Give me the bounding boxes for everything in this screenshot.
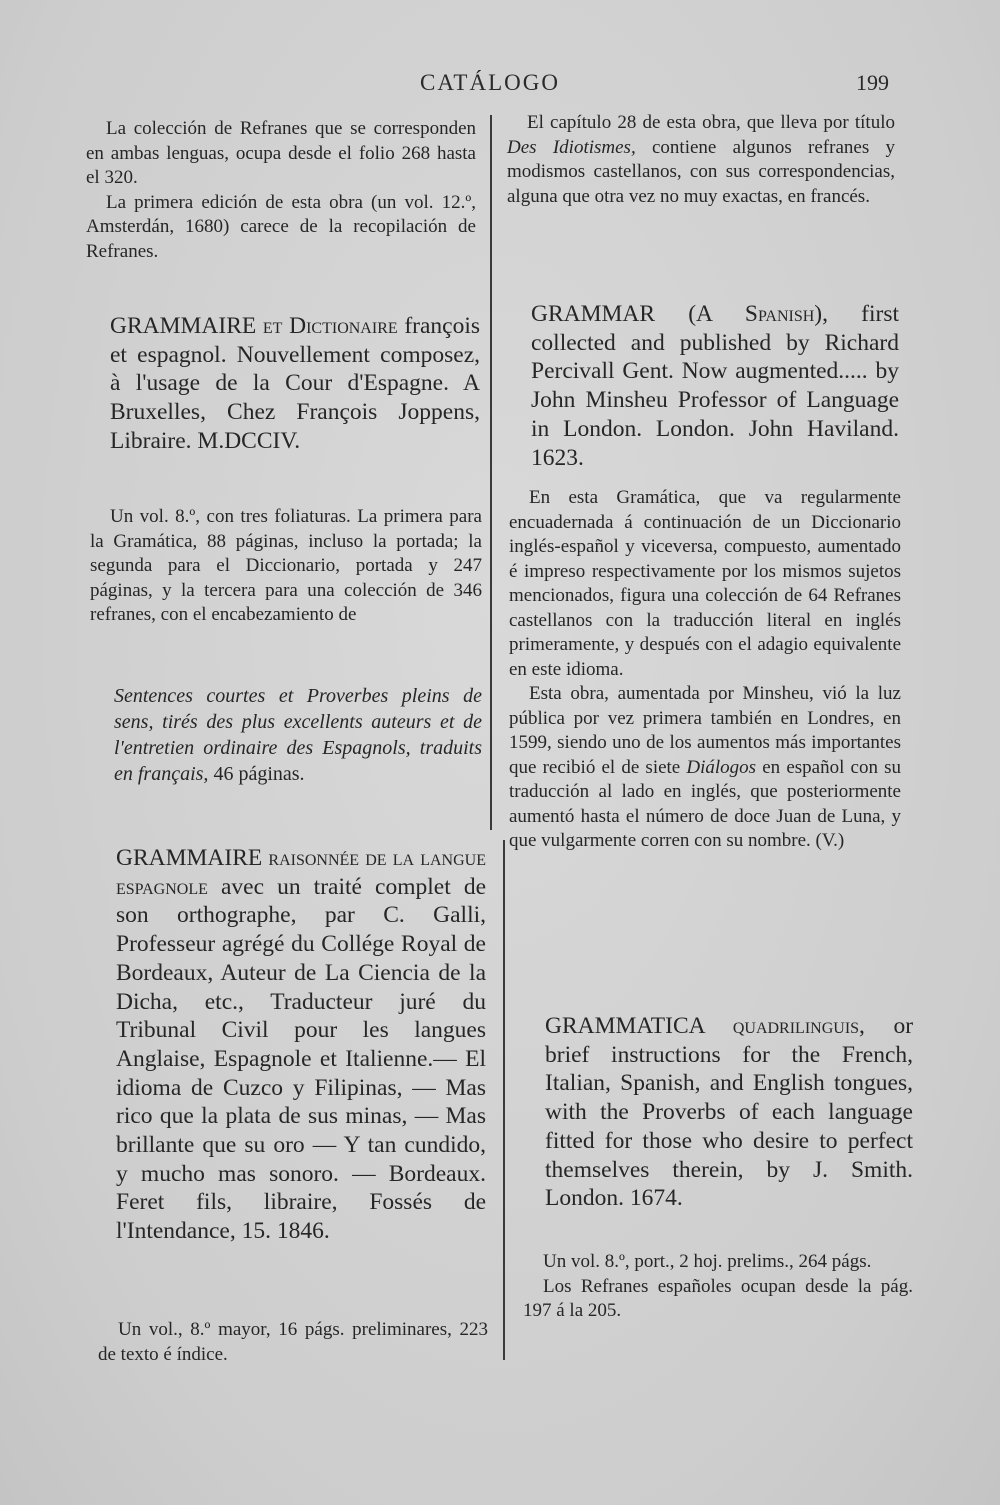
paragraph: La colección de Refranes que se corresponden en ambas lenguas, ocupa desde el folio 268 hasta el 320. — [86, 118, 476, 188]
catalog-entry-grammatica — [521, 1012, 913, 1213]
paragraph: en español con su traducción al lado en inglés, que posteriormente aumentó hasta el número de doce Juan de Luna, y que vulgarmente corren con su nombre. (V.) — [509, 756, 901, 851]
catalog-entry-grammaire-1 — [86, 312, 480, 456]
entry-note — [98, 1318, 488, 1367]
quote-text: Sentences courtes et Proverbes pleins de sens, tirés des plus excellents auteurs et de l'entretien ordinaire des Espagnols, traduits en français, — [114, 685, 482, 785]
entry-quote — [92, 683, 482, 787]
quote-tail: 46 páginas. — [213, 763, 305, 785]
entry-note — [509, 486, 901, 854]
entry-title: or brief instructions for the French, Italian, Spanish, and English tongues, with the Proverbs of each language fitted for those who desire to perfect themselves therein, by J. Smith. London. 1674. — [545, 1013, 914, 1212]
paragraph: Los Refranes españoles ocupan desde la pág. 197 á la 205. — [523, 1275, 913, 1321]
right-column — [507, 111, 895, 209]
entry-heading: GRAMMAIRE — [110, 313, 257, 339]
entry-heading: GRAMMAIRE — [116, 845, 263, 871]
page-number: 199 — [856, 70, 889, 95]
entry-note — [90, 505, 482, 628]
paragraph: El capítulo 28 de esta obra, que lleva por título — [527, 112, 895, 133]
column-divider — [503, 840, 505, 1360]
entry-heading-smallcaps: raisonnée de la langue espagnole — [116, 845, 486, 900]
paragraph: Un vol. 8.º, port., 2 hoj. prelims., 264 págs. — [543, 1251, 872, 1272]
catalog-entry-grammaire-2 — [92, 844, 486, 1246]
entry-heading-smallcaps: Spanish — [744, 301, 815, 327]
paragraph: contiene algunos refranes y modismos castellanos, con sus correspondencias, alguna que otra vez no muy exactas, en francés. — [507, 136, 896, 207]
entry-heading-smallcaps: et Dictionaire — [262, 313, 398, 339]
paragraph: En esta Gramática, que va regularmente encuadernada á continuación de un Diccionario inglés-español y viceversa, compuesto, aumentado é impreso respectivamente por los mismos sujetos mencionados, figura una colección de 64 Refranes castellanos con la traducción literal en inglés primeramente, y después con el adagio equivalente en este idioma. — [509, 487, 901, 680]
entry-heading: GRAMMAR (A — [531, 301, 712, 327]
italic-title: Diálogos — [686, 756, 757, 778]
paragraph: Esta obra, aumentada por Minsheu, vió la luz pública por vez primera también en Londres, en 1599, siendo uno de los aumentos más importantes que recibió el de siete — [509, 683, 901, 778]
entry-note — [523, 1250, 913, 1324]
running-title: CATÁLOGO — [420, 70, 560, 95]
left-column — [86, 117, 476, 264]
paragraph: Un vol., 8.º mayor, 16 págs. preliminares, 223 de texto é índice. — [98, 1319, 488, 1365]
entry-title: françois et espagnol. Nouvellement composez, à l'usage de la Cour d'Espagne. A Bruxelles, Chez François Joppens, Libraire. M.DCCIV. — [110, 313, 480, 454]
entry-title: avec un traité complet de son orthographe, par C. Galli, Professeur agrégé du Collége Royal de Bordeaux, Auteur de La Ciencia de la Dicha, etc., Traducteur juré du Tribunal Civil pour les langues Anglaise, Espagnole et Italienne.— El idioma de Cuzco y Filipinas, — Mas rico que la plata de sus minas, — Mas brillante que su oro — Y tan cundido, y mucho mas sonoro. — Bordeaux. Feret fils, libraire, Fossés de l'Intendance, 15. 1846. — [116, 873, 486, 1245]
entry-title: ), first collected and published by Richard Percivall Gent. Now augmented..... by John Minsheu Professor of Language in London. London. John Haviland. 1623. — [531, 301, 899, 471]
italic-title: Des Idiotismes, — [507, 136, 636, 158]
entry-heading: GRAMMATICA — [545, 1013, 705, 1039]
paragraph: La primera edición de esta obra (un vol. 12.º, Amsterdán, 1680) carece de la recopilación de Refranes. — [86, 191, 476, 262]
catalog-entry-grammar — [507, 300, 899, 472]
column-divider — [490, 290, 492, 830]
paragraph: Un vol. 8.º, con tres foliaturas. La primera para la Gramática, 88 páginas, incluso la portada; la segunda para el Diccionario, portada y 247 páginas, y la tercera para una colección de 346 refranes, con el encabezamiento de — [90, 506, 482, 625]
entry-heading-smallcaps: quadrilinguis, — [732, 1013, 865, 1039]
column-divider — [490, 115, 492, 305]
